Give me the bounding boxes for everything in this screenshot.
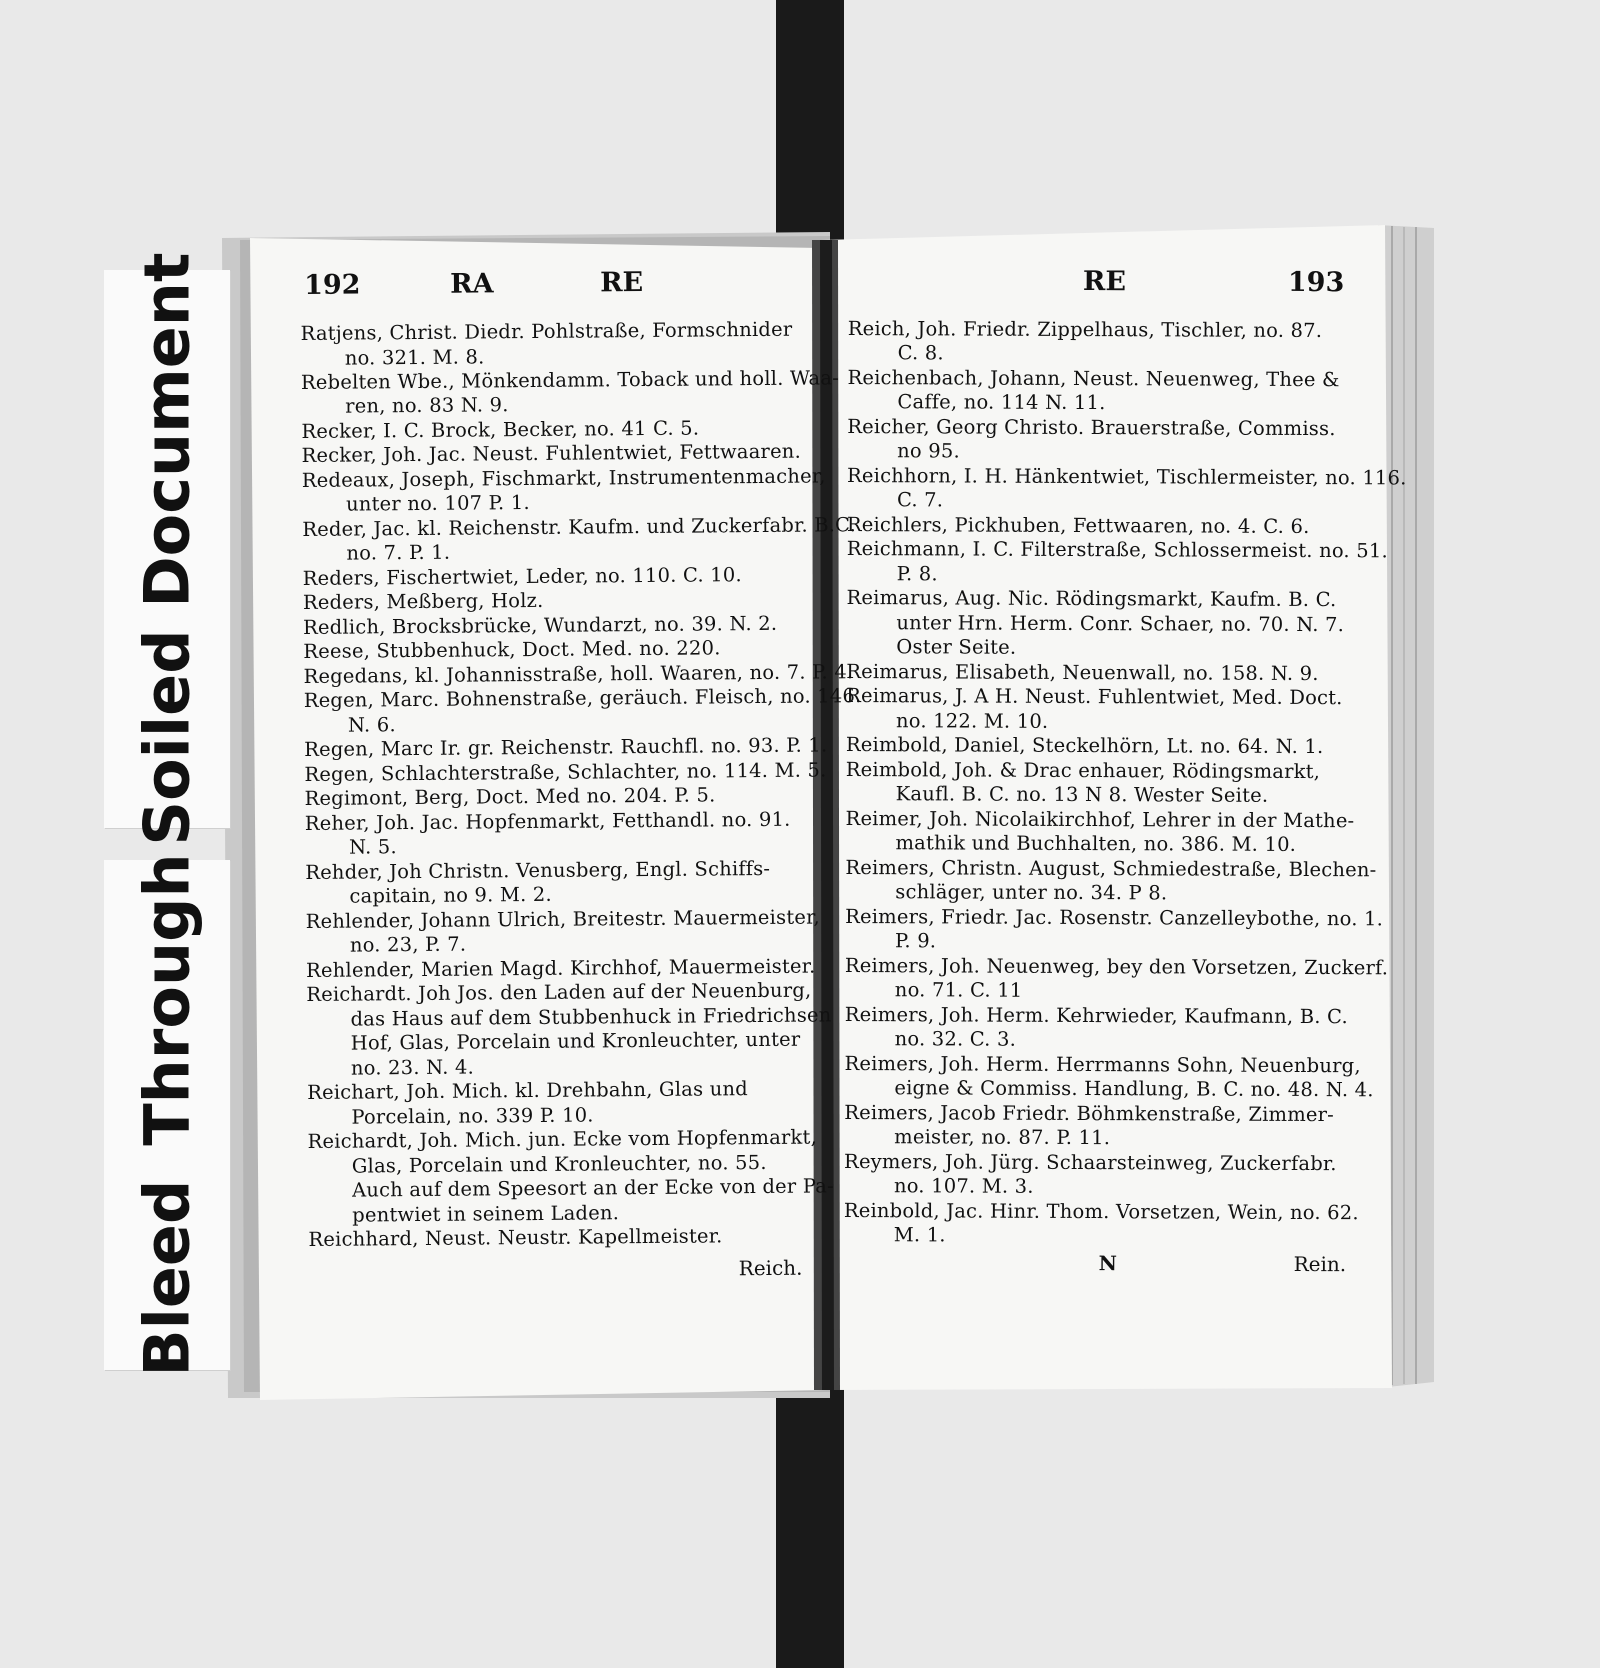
entry-line: N. 6.: [347, 713, 396, 737]
left-page: [300, 266, 862, 1310]
entry-line: Reimbold, Daniel, Steckelhörn, Lt. no. 64. N. 1.: [845, 732, 1324, 759]
entry-line: Regimont, Berg, Doct. Med no. 204. P. 5.: [304, 783, 716, 810]
entry-line: no. 321. M. 8.: [344, 345, 485, 370]
entry-line: Reimers, Joh. Neuenweg, bey den Vorsetzen, Zuckerf.: [844, 953, 1389, 980]
entry-line: Regedans, kl. Johannisstraße, holl. Waaren, no. 7. P. 4.: [303, 660, 854, 688]
entry-line: schläger, unter no. 34. P 8.: [895, 880, 1168, 905]
entry-line: Reder, Jac. kl. Reichenstr. Kaufm. und Zuckerfabr. B.C.: [302, 513, 857, 541]
entry-line: Auch auf dem Speesort an der Ecke von der Pa-: [351, 1174, 834, 1202]
entry-line: Reimers, Jacob Friedr. Böhmkenstraße, Zimmer-: [844, 1100, 1335, 1127]
entry-line: no. 71. C. 11: [894, 978, 1023, 1002]
entry-line: N. 5.: [348, 835, 397, 859]
entry-line: Redeaux, Joseph, Fischmarkt, Instrumentenmacher,: [301, 464, 826, 492]
entry-line: unter Hrn. Herm. Conr. Schaer, no. 70. N. 7.: [896, 611, 1345, 637]
bleed-word: Bleed: [130, 1179, 204, 1377]
entry-line: Glas, Porcelain und Kronleuchter, no. 55.: [351, 1150, 767, 1178]
entry-line: Regen, Marc. Bohnenstraße, geräuch. Fleisch, no. 146.: [303, 684, 862, 712]
entry-line: Recker, Joh. Jac. Neust. Fuhlentwiet, Fettwaaren.: [301, 439, 802, 467]
entry-line: Ratjens, Christ. Diedr. Pohlstraße, Formschnider: [300, 317, 793, 345]
entry-line: Reimers, Joh. Herm. Herrmanns Sohn, Neuenburg,: [844, 1051, 1361, 1078]
entry-line: no. 107. M. 3.: [893, 1174, 1034, 1198]
entry-line: C. 7.: [896, 488, 944, 512]
entry-line: Reher, Joh. Jac. Hopfenmarkt, Fetthandl. no. 91.: [304, 807, 791, 835]
catchword-left: Reich.: [738, 1255, 803, 1281]
soiled-document-label: [104, 252, 230, 846]
entry-line: ren, no. 83 N. 9.: [345, 393, 509, 418]
entry-line: capitain, no 9. M. 2.: [349, 882, 552, 908]
entry-line: Reicher, Georg Christo. Brauerstraße, Commiss.: [847, 414, 1336, 441]
entry-line: Reimer, Joh. Nicolaikirchhof, Lehrer in der Mathe-: [845, 806, 1355, 833]
entry-line: Reinbold, Jac. Hinr. Thom. Vorsetzen, Wein, no. 62.: [843, 1198, 1359, 1225]
entry-line: Reichenbach, Johann, Neust. Neuenweg, Thee &: [847, 365, 1340, 392]
bleed-through-text: [131, 853, 204, 1376]
entry-line: Rebelten Wbe., Mönkendamm. Toback und holl. Waa-: [300, 366, 840, 394]
entry-line: meister, no. 87. P. 11.: [894, 1125, 1111, 1150]
entry-line: no. 23, P. 7.: [349, 932, 467, 957]
header-re-right: RE: [1082, 266, 1127, 298]
entry-line: Reichlers, Pickhuben, Fettwaaren, no. 4. C. 6.: [846, 512, 1310, 539]
binding-strap: [776, 0, 844, 250]
entry-line: Regen, Marc Ir. gr. Reichenstr. Rauchfl. no. 93. P. 1.: [304, 733, 828, 761]
entry-line: Kaufl. B. C. no. 13 N 8. Wester Seite.: [895, 782, 1269, 807]
entry-line: Reichmann, I. C. Filterstraße, Schlossermeist. no. 51.: [846, 536, 1388, 563]
entry-line: Reymers, Joh. Jürg. Schaarsteinweg, Zuckerfabr.: [844, 1149, 1337, 1176]
entry-line: no. 122. M. 10.: [895, 709, 1049, 733]
entry-line: pentwiet in seinem Laden.: [352, 1201, 620, 1227]
entry-line: Reichart, Joh. Mich. kl. Drehbahn, Glas und: [307, 1077, 748, 1104]
entry-line: Reichhorn, I. H. Hänkentwiet, Tischlermeister, no. 116.: [847, 463, 1407, 490]
entry-line: P. 9.: [895, 929, 937, 953]
header-ra: RA: [449, 268, 494, 300]
entry-line: Reimers, Christn. August, Schmiedestraße, Blechen-: [845, 855, 1377, 882]
entry-line: Caffe, no. 114 N. 11.: [897, 390, 1106, 415]
entry-line: C. 8.: [897, 341, 944, 365]
entry-line: no. 23. N. 4.: [350, 1055, 475, 1080]
entry-line: eigne & Commiss. Handlung, B. C. no. 48. N. 4.: [894, 1076, 1374, 1102]
through-word: Through: [130, 853, 204, 1146]
entry-line: Reders, Meßberg, Holz.: [302, 588, 544, 614]
entry-line: Reders, Fischertwiet, Leder, no. 110. C. 10.: [302, 563, 742, 590]
entry-line: Hof, Glas, Porcelain und Kronleuchter, unter: [350, 1027, 801, 1055]
entry-line: no. 32. C. 3.: [894, 1027, 1017, 1051]
entry-line: Redlich, Brocksbrücke, Wundarzt, no. 39. N. 2.: [303, 611, 778, 639]
header-re-left: RE: [599, 267, 644, 299]
entry-line: Reichhard, Neust. Neustr. Kapellmeister.: [308, 1224, 723, 1251]
entry-line: Reichardt. Joh Jos. den Laden auf der Neuenburg,: [306, 978, 812, 1006]
entry-line: no. 7. P. 1.: [346, 540, 451, 565]
entry-line: mathik und Buchhalten, no. 386. M. 10.: [895, 831, 1297, 856]
bleed-through-label: [104, 853, 230, 1377]
entry-line: Rehder, Joh Christn. Venusberg, Engl. Schiffs-: [305, 856, 771, 884]
soiled-document-text: Soiled Document: [130, 252, 204, 846]
page-number-192: 192: [303, 269, 361, 301]
entry-line: no 95.: [897, 439, 960, 463]
entry-line: Rehlender, Marien Magd. Kirchhof, Mauermeister.: [306, 954, 816, 982]
entry-line: Rehlender, Johann Ulrich, Breitestr. Mauermeister,: [305, 905, 820, 933]
entry-line: Oster Seite.: [896, 635, 1017, 659]
entry-line: Reich, Joh. Friedr. Zippelhaus, Tischler, no. 87.: [847, 316, 1323, 343]
catchword-right: Rein.: [1293, 1251, 1347, 1277]
entry-line: unter no. 107 P. 1.: [345, 491, 530, 516]
right-page: [843, 265, 1407, 1307]
page-number-193: 193: [1287, 266, 1345, 299]
entry-line: Reimbold, Joh. & Drac enhauer, Rödingsmarkt,: [845, 757, 1321, 784]
entry-line: Reimers, Joh. Herm. Kehrwieder, Kaufmann, B. C.: [844, 1002, 1348, 1029]
entry-line: M. 1.: [893, 1223, 946, 1247]
entry-line: P. 8.: [896, 562, 938, 586]
entry-line: das Haus auf dem Stubbenhuck in Friedrichsen: [350, 1003, 832, 1031]
entry-line: Reimarus, Aug. Nic. Rödingsmarkt, Kaufm. B. C.: [846, 585, 1337, 612]
entry-line: Reichardt, Joh. Mich. jun. Ecke vom Hopfenmarkt,: [307, 1125, 818, 1153]
entry-line: Reese, Stubbenhuck, Doct. Med. no. 220.: [303, 636, 721, 663]
entry-line: Regen, Schlachterstraße, Schlachter, no. 114. M. 5.: [304, 758, 827, 786]
entry-line: Porcelain, no. 339 P. 10.: [351, 1103, 594, 1129]
entry-line: Recker, I. C. Brock, Becker, no. 41 C. 5.: [301, 416, 700, 443]
signature-mark: N: [1098, 1251, 1117, 1276]
entry-line: Reimers, Friedr. Jac. Rosenstr. Canzelleybothe, no. 1.: [845, 904, 1384, 931]
entry-line: Reimarus, Elisabeth, Neuenwall, no. 158. N. 9.: [846, 659, 1319, 686]
entry-line: Reimarus, J. A H. Neust. Fuhlentwiet, Med. Doct.: [846, 683, 1343, 710]
